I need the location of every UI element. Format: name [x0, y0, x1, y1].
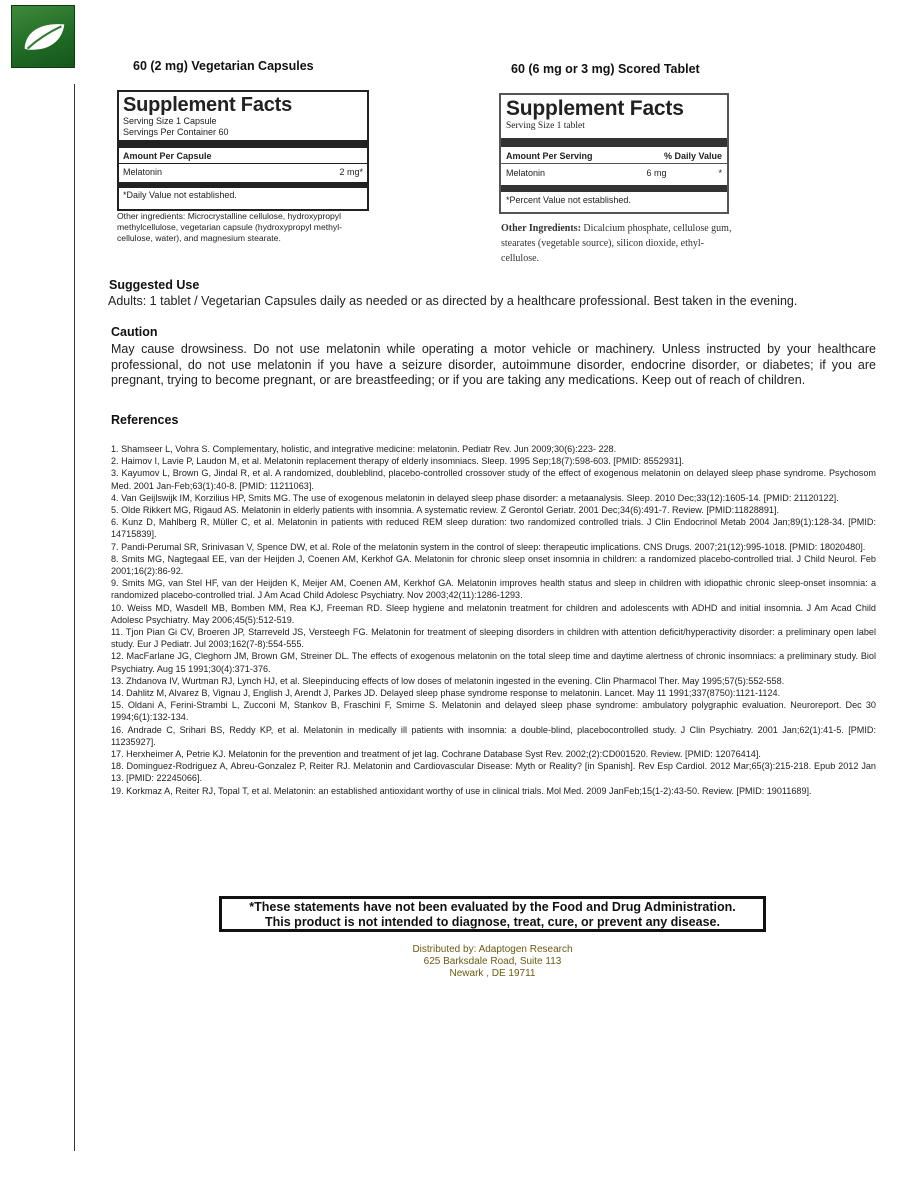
- amount-header-row: [506, 150, 722, 162]
- distributor-info: [340, 944, 645, 980]
- other-ingredients-label: Other Ingredients:: [501, 223, 581, 234]
- distributor-city: Newark , DE 19711: [449, 968, 536, 979]
- serving-size: Serving Size 1 tablet: [506, 121, 585, 131]
- supplement-facts-capsule: [117, 90, 369, 211]
- ingredient-row: [506, 167, 722, 179]
- reference-item: 7. Pandi-Perumal SR, Srinivasan V, Spence DW, et al. Role of the melatonin system in the control of sleep: therapeutic implications. CNS Drugs. 2007;21(12):995-1018. [PMID: 18020480].: [111, 541, 866, 552]
- capsule-other-ingredients: Other ingredients: Microcrystalline cellulose, hydroxypropyl methylcellulose, vegetarian capsule (hydroxypropyl methyl-cellulose, water), and magnesium stearate.: [117, 211, 342, 243]
- ingredient-amount: 2 mg*: [339, 167, 363, 177]
- ingredient-row: [123, 166, 363, 178]
- tablet-other-ingredients: [501, 221, 733, 266]
- reference-item: 3. Kayumov L, Brown G, Jindal R, et al. A randomized, doubleblind, placebo-controlled crossover study of the effect of exogenous melatonin on delayed sleep phase syndrome. Psychosom Med. 2001 Jan-Feb;63(1):40-8. [PMID: 11211063].: [111, 468, 876, 491]
- daily-value-header: % Daily Value: [663, 151, 722, 161]
- reference-item: 17. Herxheimer A, Petrie KJ. Melatonin for the prevention and treatment of jet lag. Cochrane Database Syst Rev. 2002;(2):CD001520. Review. [PMID: 12076414].: [111, 749, 761, 760]
- page-divider-line: [74, 84, 75, 1151]
- reference-item: 5. Olde Rikkert MG, Rigaud AS. Melatonin in elderly patients with insomnia. A systematic review. Z Gerontol Geriatr. 2001 Dec;34(6):491-7. Review. [PMID:11828891].: [111, 505, 780, 516]
- brand-logo: [11, 5, 75, 68]
- amount-header: Amount Per Serving: [506, 151, 593, 161]
- references-list: [111, 443, 876, 797]
- distributor-name: Distributed by: Adaptogen Research: [412, 944, 573, 955]
- reference-item: 15. Oldani A, Ferini-Strambi L, Zucconi M, Stankov B, Fraschini F, Smirne S. Melatonin and delayed sleep phase syndrome: ambulatory polygraphic evaluation. Neuroreport. Dec 30 1994;6(1):132-134.: [111, 700, 876, 723]
- reference-item: 11. Tjon Pian Gi CV, Broeren JP, Starreveld JS, Versteegh FG. Melatonin for treatment of sleeping disorders in children with attention deficit/hyperactivity disorder: a preliminary open label study. Eur J Pediatr. Jul 2003;162(7-8):554-555.: [111, 627, 876, 650]
- references-heading: References: [111, 413, 179, 427]
- facts-divider-bar: [119, 140, 367, 148]
- facts-divider: [501, 163, 727, 164]
- ingredient-name: Melatonin: [123, 167, 163, 177]
- reference-item: 13. Zhdanova IV, Wurtman RJ, Lynch HJ, et al. Sleepinducing effects of low doses of melatonin ingested in the evening. Clin Pharmacol Ther. May 1995;57(5):552-558.: [111, 675, 785, 686]
- reference-item: 14. Dahlitz M, Alvarez B, Vignau J, English J, Arendt J, Parkes JD. Delayed sleep phase syndrome response to melatonin. Lancet. May 11 1991;337(8750):1121-1124.: [111, 688, 781, 699]
- facts-title: Supplement Facts: [123, 94, 293, 116]
- facts-divider-bar: [501, 185, 727, 192]
- serving-size: Serving Size 1 Capsule: [123, 116, 217, 126]
- capsule-product-title: 60 (2 mg) Vegetarian Capsules: [133, 59, 314, 73]
- reference-item: 4. Van Geijlswijk IM, Korzilius HP, Smits MG. The use of exogenous melatonin in delayed sleep phase disorder: a metaanalysis. Sleep. 2010 Dec;33(12):1605-14. [PMID: 21120122].: [111, 492, 839, 503]
- servings-per-container: Servings Per Container 60: [123, 127, 229, 137]
- facts-divider-bar: [119, 182, 367, 188]
- reference-item: 2. Haimov I, Lavie P, Laudon M, et al. Melatonin replacement therapy of elderly insomniacs. Sleep. 1995 Sep;18(7):598-603. [PMID: 8552931].: [111, 456, 685, 467]
- reference-item: 16. Andrade C, Srihari BS, Reddy KP, et al. Melatonin in medically ill patients with insomnia: a double-blind, placebocontrolled study. J Clin Psychiatry. 2001 Jan;62(1):41-5. [PMID: 11235927].: [111, 724, 876, 747]
- daily-value-mark: *: [718, 168, 722, 178]
- suggested-use-text: Adults: 1 tablet / Vegetarian Capsules daily as needed or as directed by a healthcare professional. Best taken in the evening.: [108, 294, 798, 308]
- reference-item: 8. Smits MG, Nagtegaal EE, van der Heijden J, Coenen AM, Kerkhof GA. Melatonin for chronic sleep onset insomnia in children: a randomized placebo-controlled trial. J Child Neurol. Feb 2001;16(2):86-92.: [111, 553, 876, 577]
- reference-item: 9. Smits MG, van Stel HF, van der Heijden K, Meijer AM, Coenen AM, Kerkhof GA. Melatonin improves health status and sleep in children with idiopathic chronic sleep-onset insomnia: a randomized placebo-controlled trial. J Am Acad Child Adolesc Psychiatry. Nov 2003;42(11):1286-1293.: [111, 578, 876, 601]
- reference-item: 18. Dominguez-Rodriguez A, Abreu-Gonzalez P, Reiter RJ. Melatonin and Cardiovascular Disease: Myth or Reality? [in Spanish]. Rev Esp Cardiol. 2012 Mar;65(3):215-218. Epub 2012 Jan 13. [PMID: 22245066].: [111, 761, 876, 784]
- facts-footnote: *Daily Value not established.: [123, 190, 237, 200]
- supplement-facts-tablet: [499, 93, 729, 214]
- facts-divider: [119, 163, 367, 164]
- reference-item: 10. Weiss MD, Wasdell MB, Bomben MM, Rea KJ, Freeman RD. Sleep hygiene and melatonin treatment for children and adolescents with ADHD and initial insomnia. J Am Acad Child Adolesc Psychiatry. May 2006;45(5):512-519.: [111, 602, 876, 625]
- reference-item: 6. Kunz D, Mahlberg R, Müller C, et al. Melatonin in patients with reduced REM sleep duration: two randomized controlled trials. J Clin Endocrinol Metab 2004 Jan;89(1):128-34. [PMID: 14715839].: [111, 517, 876, 540]
- tablet-product-title: 60 (6 mg or 3 mg) Scored Tablet: [511, 62, 700, 76]
- other-ingredients-text: Dicalcium phosphate, cellulose gum, stearates (vegetable source), silicon dioxide, ethyl-cellulose.: [501, 223, 732, 264]
- disclaimer-line-1: *These statements have not been evaluated by the Food and Drug Administration.: [249, 900, 736, 914]
- caution-text: May cause drowsiness. Do not use melatonin while operating a motor vehicle or machinery. Unless instructed by your healthcare professional, do not use melatonin if you have a seizure disorder, autoimmune disorder, endocrine disorder, or diabetes; if you are pregnant, trying to become pregnant, or are breastfeeding; or if you are taking any medications. Keep out of reach of children.: [111, 342, 876, 387]
- distributor-street: 625 Barksdale Road, Suite 113: [423, 956, 562, 967]
- suggested-use-heading: Suggested Use: [109, 278, 200, 292]
- fda-disclaimer-box: [219, 896, 766, 932]
- ingredient-amount: 6 mg: [646, 168, 667, 178]
- caution-heading: Caution: [111, 325, 158, 339]
- amount-header-row: [123, 150, 363, 162]
- amount-header: Amount Per Capsule: [123, 151, 212, 161]
- ingredient-name: Melatonin: [506, 168, 546, 178]
- reference-item: 19. Korkmaz A, Reiter RJ, Topal T, et al. Melatonin: an established antioxidant worthy of use in clinical trials. Mol Med. 2009 JanFeb;15(1-2):43-50. Review. [PMID: 19011689].: [111, 785, 812, 796]
- reference-item: 12. MacFarlane JG, Cleghorn JM, Brown GM, Streiner DL. The effects of exogenous melatonin on the total sleep time and daytime alertness of chronic insomniacs: a preliminary study. Biol Psychiatry. Aug 15 1991;30(4):371-376.: [111, 651, 876, 674]
- facts-divider-bar: [501, 138, 727, 147]
- facts-title: Supplement Facts: [506, 97, 684, 120]
- reference-item: 1. Shamseer L, Vohra S. Complementary, holistic, and integrative medicine: melatonin. Pediatr Rev. Jun 2009;30(6):223- 228.: [111, 444, 617, 454]
- facts-footnote: *Percent Value not established.: [506, 195, 631, 205]
- disclaimer-line-2: This product is not intended to diagnose, treat, cure, or prevent any disease.: [265, 915, 720, 929]
- leaf-icon: [12, 6, 74, 67]
